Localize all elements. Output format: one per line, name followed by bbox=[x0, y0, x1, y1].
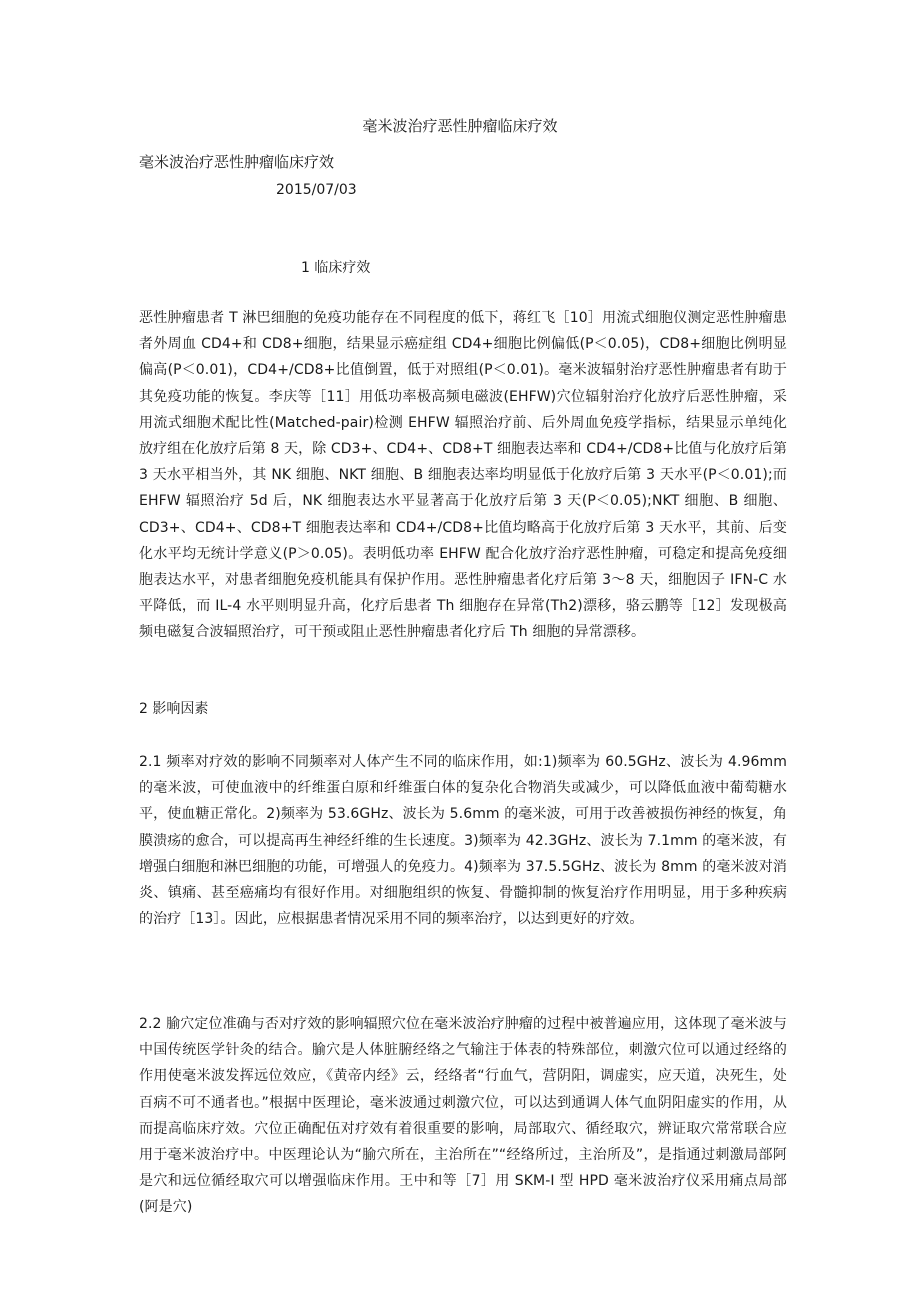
section-heading-clinical-effect: 1 临床疗效 bbox=[301, 260, 371, 276]
document-title: 毫米波治疗恶性肿瘤临床疗效 bbox=[362, 117, 558, 135]
paragraph-acupoint-effect: 2.2 腧穴定位准确与否对疗效的影响辐照穴位在毫米波治疗肿瘤的过程中被普遍应用，这体现了毫米波与中国传统医学针灸的结合。腧穴是人体脏腑经络之气输注于体表的特殊部位，刺激穴位可以通过经络的作用使毫米波发挥远位效应，《黄帝内经》云，经络者“行血气，营阴阳，调虚实，应天道，决死生，处百病不可不通者也。”根据中医理论，毫米波通过刺激穴位，可以达到通调人体气血阴阳虚实的作用，从而提高临床疗效。穴位正确配伍对疗效有着很重要的影响，局部取穴、循经取穴，辨证取穴常常联合应用于毫米波治疗中。中医理论认为“腧穴所在，主治所在”“经络所过，主治所及”，是指通过刺激局部阿是穴和远位循经取穴可以增强临床作用。王中和等［7］用 SKM-I 型 HPD 毫米波治疗仪采用痛点局部(阿是穴) bbox=[139, 1016, 787, 1216]
paragraph-frequency-effect: 2.1 频率对疗效的影响不同频率对人体产生不同的临床作用，如:1)频率为 60.5GHz、波长为 4.96mm 的毫米波，可使血液中的纤维蛋白原和纤维蛋白体的复杂化合物消失或减少，可以降低血液中葡萄糖水平，使血糖正常化。2)频率为 53.6GHz、波长为 5.6mm 的毫米波，可用于改善被损伤神经的恢复，角膜溃疡的愈合，可以提高再生神经纤维的生长速度。3)频率为 42.3GHz、波长为 7.1mm 的毫米波，有增强白细胞和淋巴细胞的功能，可增强人的免疫力。4)频率为 37.5.5GHz、波长为 8mm 的毫米波对消炎、镇痛、甚至癌痛均有很好作用。对细胞组织的恢复、骨髓抑制的恢复治疗作用明显，用于多种疾病的治疗［13］。因此，应根据患者情况采用不同的频率治疗，以达到更好的疗效。 bbox=[139, 754, 787, 928]
section-heading-influencing-factors: 2 影响因素 bbox=[139, 701, 209, 717]
document-date: 2015/07/03 bbox=[276, 182, 357, 198]
paragraph-clinical-effect: 恶性肿瘤患者 T 淋巴细胞的免疫功能存在不同程度的低下，蒋红飞［10］用流式细胞仪测定恶性肿瘤患者外周血 CD4+和 CD8+细胞，结果显示癌症组 CD4+细胞比例偏低(P＜0.05)，CD8+细胞比例明显偏高(P＜0.01)，CD4+/CD8+比值倒置，低于对照组(P＜0.01)。毫米波辐射治疗恶性肿瘤患者有助于其免疫功能的恢复。李庆等［11］用低功率极高频电磁波(EHFW)穴位辐射治疗化放疗后恶性肿瘤，采用流式细胞术配比性(Matched-pair)检测 EHFW 辐照治疗前、后外周血免疫学指标，结果显示单纯化放疗组在化放疗后第 8 天，除 CD3+、CD4+、CD8+T 细胞表达率和 CD4+/CD8+比值与化放疗后第 3 天水平相当外，其 NK 细胞、NKT 细胞、B 细胞表达率均明显低于化放疗后第 3 天水平(P＜0.01);而 EHFW 辐照治疗 5d 后，NK 细胞表达水平显著高于化放疗后第 3 天(P＜0.05);NKT 细胞、B 细胞、CD3+、CD4+、CD8+T 细胞表达率和 CD4+/CD8+比值均略高于化放疗后第 3 天水平，其前、后变化水平均无统计学意义(P＞0.05)。表明低功率 EHFW 配合化放疗治疗恶性肿瘤，可稳定和提高免疫细胞表达水平，对患者细胞免疫机能具有保护作用。恶性肿瘤患者化疗后第 3～8 天，细胞因子 IFN-C 水平降低，而 IL-4 水平则明显升高，化疗后患者 Th 细胞存在异常(Th2)漂移，骆云鹏等［12］发现极高频电磁复合波辐照治疗，可干预或阻止恶性肿瘤患者化疗后 Th 细胞的异常漂移。 bbox=[139, 310, 787, 641]
document-subtitle: 毫米波治疗恶性肿瘤临床疗效 bbox=[139, 153, 335, 171]
